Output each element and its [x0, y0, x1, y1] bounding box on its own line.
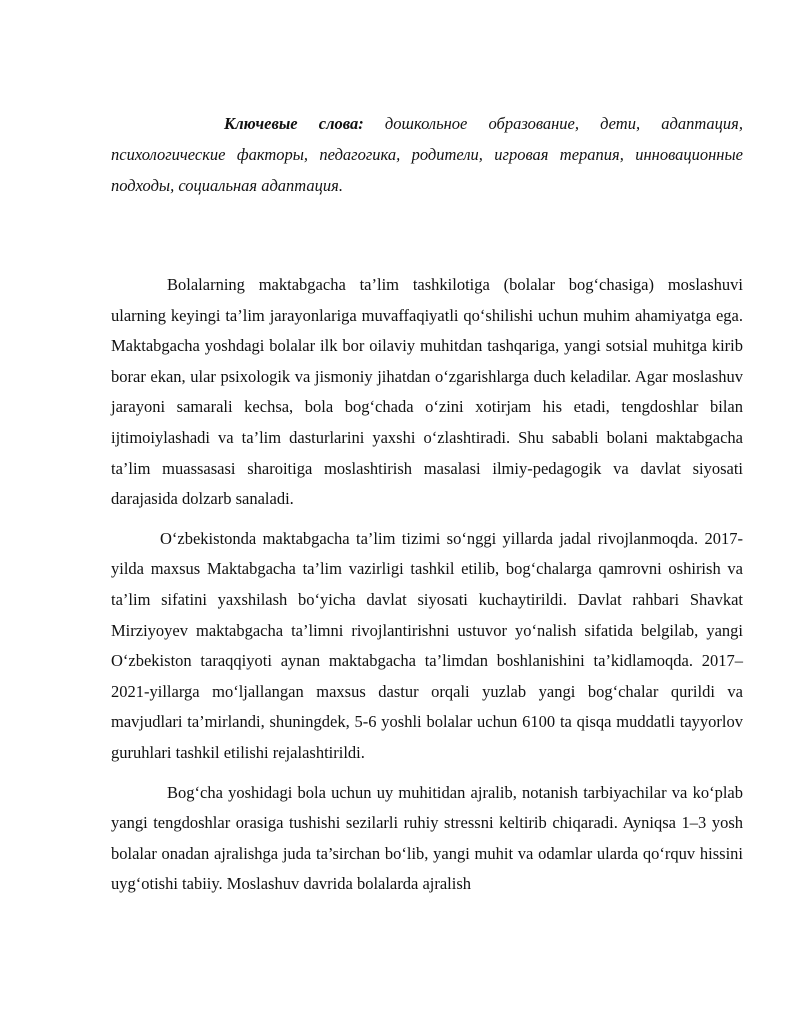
- document-page: [111, 108, 743, 909]
- body-text: [111, 270, 743, 900]
- paragraph-separation-stress: Bog‘cha yoshidagi bola uchun uy muhitidan ajralib, notanish tarbiyachilar va ko‘plab yangi tengdoshlar orasiga tushishi sezilarli ruhiy stressni keltirib chiqaradi. Ayniqsa 1–3 yosh bolalar onadan ajralishga juda ta’sirchan bo‘lib, yangi muhit va odamlar ularda qo‘rquv hissini uyg‘otishi tabiiy. Moslashuv davrida bolalarda ajralish: [111, 782, 743, 894]
- keywords-text: дошкольное образование, дети, адаптация, психологические факторы, педагогика, родители, игровая терапия, инновационные подходы, социальная адаптация.: [111, 114, 743, 195]
- paragraph-adaptation-importance: Bolalarning maktabgacha ta’lim tashkilotiga (bolalar bog‘chasiga) moslashuvi ularning keyingi ta’lim jarayonlariga muvaffaqiyatli qo‘shilishi uchun muhim ahamiyatga ega. Maktabgacha yoshdagi bolalar ilk bor oilaviy muhitdan tashqariga, yangi sotsial muhitga kirib borar ekan, ular psixologik va jismoniy jihatdan o‘zgarishlarga duch keladilar. Agar moslashuv jarayoni samarali kechsa, bola bog‘chada o‘zini xotirjam his etadi, tengdoshlar bilan ijtimoiylashadi va ta’lim dasturlarini yaxshi o‘zlashtiradi. Shu sababli bolani maktabgacha ta’lim muassasasi sharoitiga moslashtirish masalasi ilmiy-pedagogik va davlat siyosati darajasida dolzarb sanaladi.: [111, 275, 743, 509]
- paragraph-uzbekistan-preschool: O‘zbekistonda maktabgacha ta’lim tizimi so‘nggi yillarda jadal rivojlanmoqda. 2017-yilda maxsus Maktabgacha ta’lim vazirligi tashkil etilib, bog‘chalarga qamrovni oshirish va ta’lim sifatini yaxshilash bo‘yicha davlat siyosati kuchaytirildi. Davlat rahbari Shavkat Mirziyoyev maktabgacha ta’limni rivojlantirishni ustuvor yo‘nalish sifatida belgilab, yangi O‘zbekiston taraqqiyoti aynan maktabgacha ta’limdan boshlanishini ta’kidlamoqda. 2017–2021-yillarga mo‘ljallangan maxsus dastur orqali yuzlab yangi bog‘chalar qurildi va mavjudlari ta’mirlandi, shuningdek, 5-6 yoshli bolalar uchun 6100 ta qisqa muddatli tayyorlov guruhlari tashkil etilishi rejalashtirildi.: [111, 528, 743, 762]
- keywords-paragraph: [111, 108, 743, 201]
- keywords-label: Ключевые слова:: [224, 114, 364, 133]
